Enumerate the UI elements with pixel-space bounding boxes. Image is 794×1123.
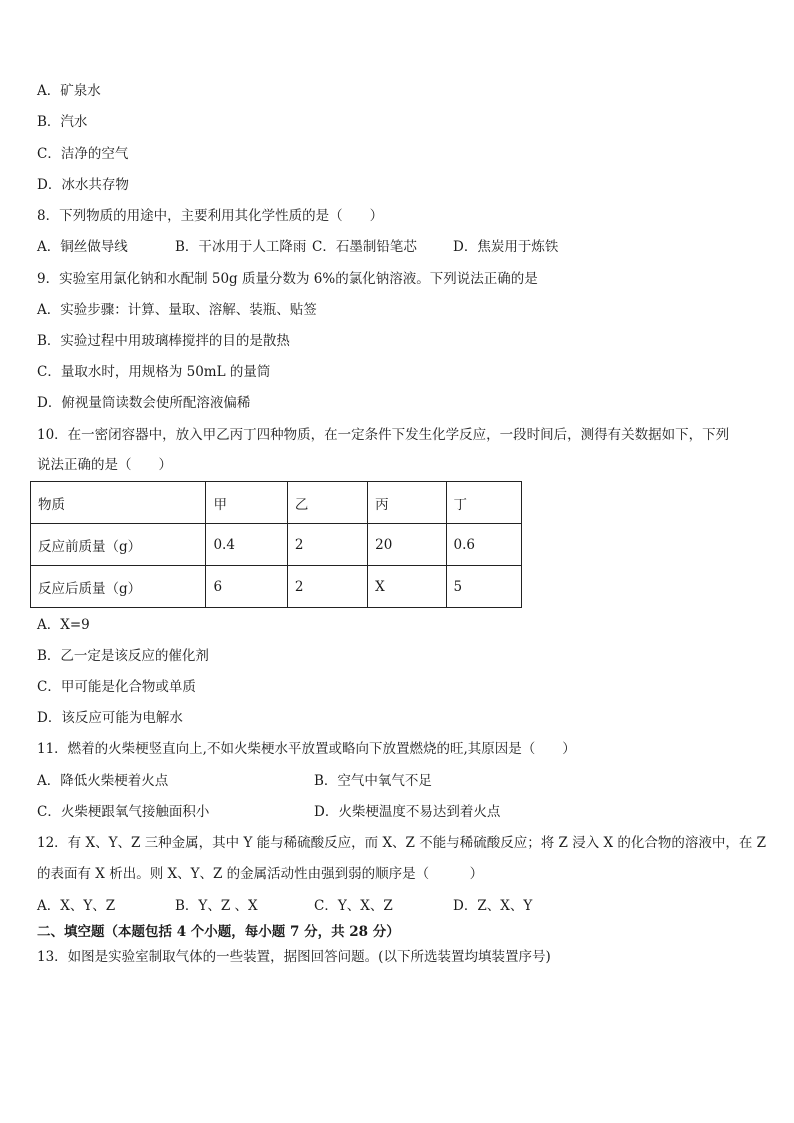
q9-option-d: D．俯视量筒读数会使所配溶液偏稀 [37, 395, 251, 411]
table-cell: 甲 [206, 482, 287, 524]
q9-option-a: A．实验步骤：计算、量取、溶解、装瓶、贴签 [37, 302, 317, 318]
q7-option-a: A．矿泉水 [37, 83, 101, 99]
table-row [31, 524, 522, 566]
table-cell: 6 [206, 566, 287, 608]
q12-option-b: B．Y、Z 、X [175, 898, 258, 914]
table-cell: 物质 [31, 482, 206, 524]
q10-option-d: D．该反应可能为电解水 [37, 710, 183, 726]
q9-stem: 9．实验室用氯化钠和水配制 50g 质量分数为 6%的氯化钠溶液。下列说法正确的是 [37, 271, 538, 287]
table-cell: 丙 [368, 482, 446, 524]
table-cell: 20 [368, 524, 446, 566]
table-header-row [31, 482, 522, 524]
q10-data-table [30, 481, 522, 608]
table-cell: 2 [287, 524, 367, 566]
q8-option-b: B．干冰用于人工降雨 [175, 239, 307, 255]
q12-stem-line1: 12．有 X、Y、Z 三种金属，其中 Y 能与稀硫酸反应，而 X、Z 不能与稀硫酸反应；将 Z 浸入 X 的化合物的溶液中，在 Z [37, 835, 767, 851]
q12-option-a: A．X、Y、Z [37, 898, 116, 914]
q9-option-b: B．实验过程中用玻璃棒搅拌的目的是散热 [37, 333, 290, 349]
q12-option-c: C．Y、X、Z [314, 898, 393, 914]
section-heading: 二、填空题（本题包括 4 个小题，每小题 7 分，共 28 分） [37, 924, 400, 940]
q7-option-b: B．汽水 [37, 114, 88, 130]
q9-option-c: C．量取水时，用规格为 50mL 的量筒 [37, 364, 271, 380]
table-cell: X [368, 566, 446, 608]
table-cell: 丁 [446, 482, 521, 524]
q10-stem-line1: 10．在一密闭容器中，放入甲乙丙丁四种物质，在一定条件下发生化学反应，一段时间后，测得有关数据如下，下列 [37, 427, 730, 443]
table-cell: 5 [446, 566, 521, 608]
q8-stem: 8．下列物质的用途中，主要利用其化学性质的是（ ） [37, 208, 384, 224]
table-cell: 0.6 [446, 524, 521, 566]
q11-option-d: D．火柴梗温度不易达到着火点 [314, 804, 501, 820]
q10-stem-line2: 说法正确的是（ ） [37, 457, 172, 473]
q10-option-a: A．X=9 [37, 617, 90, 633]
q12-option-d: D．Z、X、Y [453, 898, 533, 914]
q13-stem: 13．如图是实验室制取气体的一些装置，据图回答问题。(以下所选装置均填装置序号) [37, 949, 551, 965]
q12-stem-line2: 的表面有 X 析出。则 X、Y、Z 的金属活动性由强到弱的顺序是（ ） [37, 866, 484, 882]
q7-option-c: C．洁净的空气 [37, 146, 129, 162]
q10-option-b: B．乙一定是该反应的催化剂 [37, 648, 209, 664]
q11-option-a: A．降低火柴梗着火点 [37, 773, 169, 789]
q8-option-d: D．焦炭用于炼铁 [453, 239, 559, 255]
q8-option-a: A．铜丝做导线 [37, 239, 128, 255]
q11-stem: 11．燃着的火柴梗竖直向上,不如火柴梗水平放置或略向下放置燃烧的旺,其原因是（ ） [37, 741, 576, 757]
table-row [31, 566, 522, 608]
q7-option-d: D．冰水共存物 [37, 177, 129, 193]
q11-option-b: B．空气中氧气不足 [314, 773, 432, 789]
table-cell: 2 [287, 566, 367, 608]
table-cell: 0.4 [206, 524, 287, 566]
q10-option-c: C．甲可能是化合物或单质 [37, 679, 196, 695]
q8-option-c: C．石墨制铅笔芯 [312, 239, 417, 255]
table-cell: 乙 [287, 482, 367, 524]
table-cell: 反应后质量（g） [31, 566, 206, 608]
q11-option-c: C．火柴梗跟氧气接触面积小 [37, 804, 210, 820]
table-cell: 反应前质量（g） [31, 524, 206, 566]
